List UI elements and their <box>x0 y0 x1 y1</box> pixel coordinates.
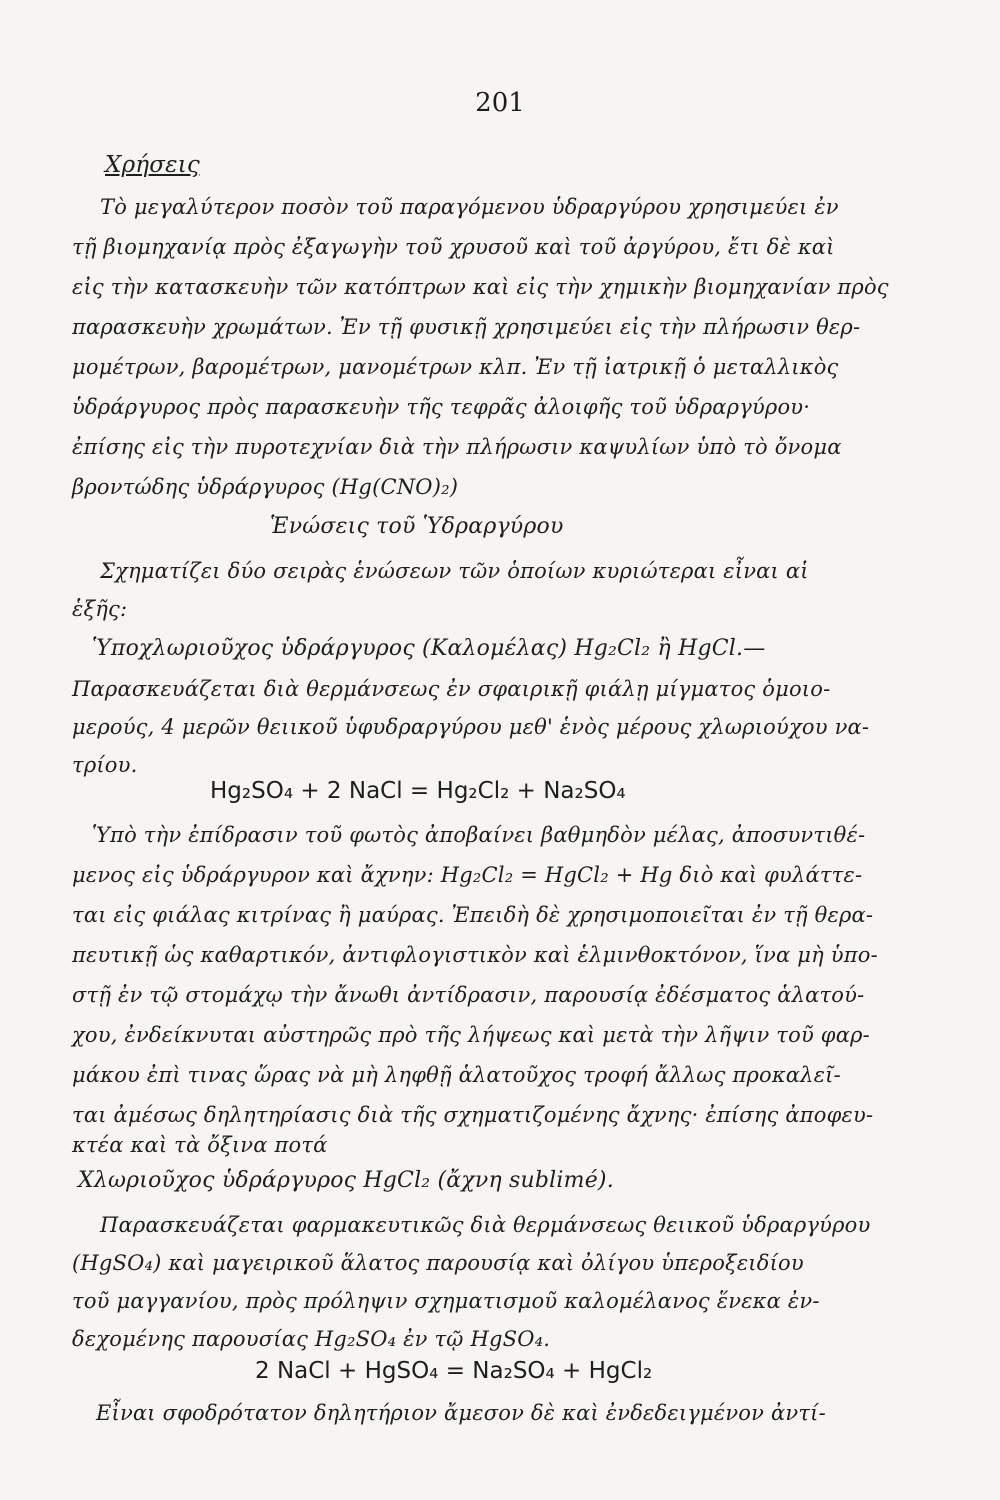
paragraph-line: δεχομένης παρουσίας Hg₂SO₄ ἐν τῷ HgSO₄. <box>72 1327 551 1351</box>
compound-title-sublimate: Χλωριοῦχος ὑδράργυρος HgCl₂ (ἄχνη sublimé). <box>78 1168 614 1193</box>
paragraph-line: μομέτρων, βαρομέτρων, μανομέτρων κλπ. Ἐν τῇ ἰατρικῇ ὁ μεταλλικὸς <box>72 355 839 379</box>
paragraph-line: ὑδράργυρος πρὸς παρασκευὴν τῆς τεφρᾶς ἀλοιφῆς τοῦ ὑδραργύρου· <box>72 395 811 419</box>
chemical-equation: Hg₂SO₄ + 2 NaCl = Hg₂Cl₂ + Na₂SO₄ <box>210 778 626 804</box>
paragraph-line: ται εἰς φιάλας κιτρίνας ἢ μαύρας. Ἐπειδὴ δὲ χρησιμοποιεῖται ἐν τῇ θερα- <box>72 903 874 927</box>
paragraph-line: κτέα καὶ τὰ ὄξινα ποτά <box>72 1133 328 1157</box>
paragraph-line: Εἶναι σφοδρότατον δηλητήριον ἄμεσον δὲ καὶ ἐνδεδειγμένον ἀντί- <box>96 1401 826 1425</box>
paragraph-line: στῇ ἐν τῷ στομάχῳ τὴν ἄνωθι ἀντίδρασιν, παρουσίᾳ ἐδέσματος ἁλατού- <box>72 983 865 1007</box>
paragraph-line: τῇ βιομηχανίᾳ πρὸς ἐξαγωγὴν τοῦ χρυσοῦ καὶ τοῦ ἀργύρου, ἔτι δὲ καὶ <box>72 235 835 259</box>
paragraph-line: τοῦ μαγγανίου, πρὸς πρόληψιν σχηματισμοῦ καλομέλανος ἕνεκα ἐν- <box>72 1289 820 1313</box>
paragraph-line: βροντώδης ὑδράργυρος (Hg(CNO)₂) <box>72 475 459 499</box>
paragraph-line: παρασκευὴν χρωμάτων. Ἐν τῇ φυσικῇ χρησιμεύει εἰς τὴν πλήρωσιν θερ- <box>72 315 861 339</box>
chemical-equation: 2 NaCl + HgSO₄ = Na₂SO₄ + HgCl₂ <box>255 1358 653 1384</box>
paragraph-line: πευτικῇ ὡς καθαρτικόν, ἀντιφλογιστικὸν καὶ ἑλμινθοκτόνον, ἵνα μὴ ὑπο- <box>72 943 878 967</box>
paragraph-line: Παρασκευάζεται διὰ θερμάνσεως ἐν σφαιρικῇ φιάλῃ μίγματος ὁμοιο- <box>72 677 831 701</box>
paragraph-line: εἰς τὴν κατασκευὴν τῶν κατόπτρων καὶ εἰς τὴν χημικὴν βιομηχανίαν πρὸς <box>72 275 889 299</box>
paragraph-line: ἐπίσης εἰς τὴν πυροτεχνίαν διὰ τὴν πλήρωσιν καψυλίων ὑπὸ τὸ ὄνομα <box>72 435 842 459</box>
section-heading-compounds: Ἑνώσεις τοῦ Ὑδραργύρου <box>270 514 564 539</box>
paragraph-line: Σχηματίζει δύο σειρὰς ἑνώσεων τῶν ὁποίων κυριώτεραι εἶναι αἱ <box>100 559 809 583</box>
section-heading-uses: Χρήσεις <box>105 152 201 178</box>
paragraph-line: χου, ἐνδείκνυται αὐστηρῶς πρὸ τῆς λήψεως καὶ μετὰ τὴν λῆψιν τοῦ φαρ- <box>72 1023 870 1047</box>
paragraph-line: Τὸ μεγαλύτερον ποσὸν τοῦ παραγόμενου ὑδραργύρου χρησιμεύει ἐν <box>100 195 839 219</box>
paragraph-line: μάκου ἐπὶ τινας ὥρας νὰ μὴ ληφθῇ ἁλατοῦχος τροφή ἄλλως προκαλεῖ- <box>72 1063 841 1087</box>
compound-title-calomel: Ὑποχλωριοῦχος ὑδράργυρος (Καλομέλας) Hg₂Cl₂ ἢ HgCl.— <box>92 636 766 661</box>
paragraph-line: τρίου. <box>72 753 138 777</box>
page-number: 201 <box>475 88 525 118</box>
paragraph-line: μερούς, 4 μερῶν θειικοῦ ὑφυδραργύρου μεθ' ἑνὸς μέρους χλωριούχου να- <box>72 715 870 739</box>
paragraph-line: ἑξῆς: <box>72 597 128 621</box>
paragraph-line: (HgSO₄) καὶ μαγειρικοῦ ἅλατος παρουσίᾳ καὶ ὀλίγου ὑπεροξειδίου <box>72 1251 804 1275</box>
paragraph-line: Παρασκευάζεται φαρμακευτικῶς διὰ θερμάνσεως θειικοῦ ὑδραργύρου <box>100 1213 871 1237</box>
paragraph-line: μενος εἰς ὑδράργυρον καὶ ἄχνην: Hg₂Cl₂ = HgCl₂ + Hg διὸ καὶ φυλάττε- <box>72 863 863 887</box>
paragraph-line: ται ἀμέσως δηλητηρίασις διὰ τῆς σχηματιζομένης ἄχνης· ἐπίσης ἀποφευ- <box>72 1103 874 1127</box>
paragraph-line: Ὑπὸ τὴν ἐπίδρασιν τοῦ φωτὸς ἀποβαίνει βαθμηδὸν μέλας, ἀποσυντιθέ- <box>92 823 866 847</box>
